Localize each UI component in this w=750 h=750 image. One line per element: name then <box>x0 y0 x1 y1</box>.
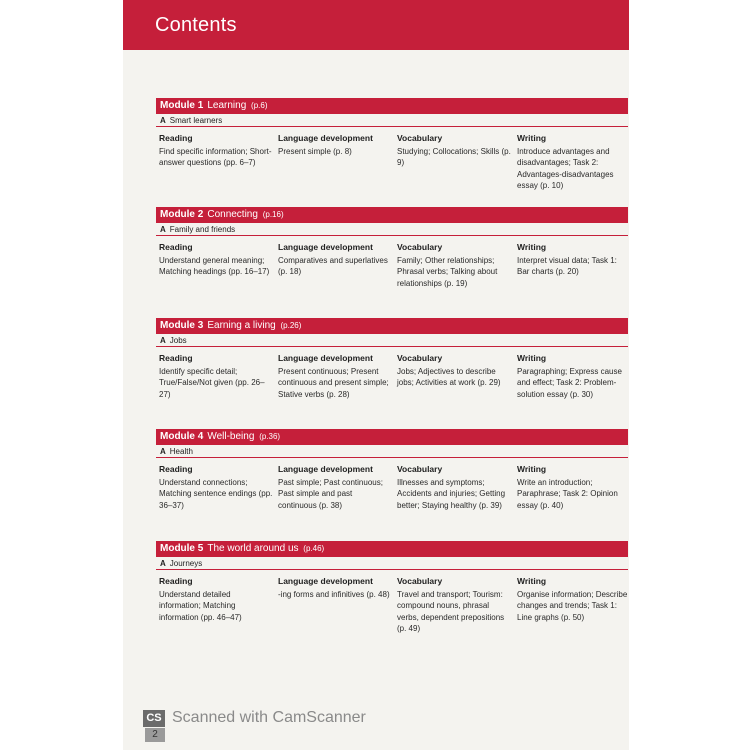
module-5 <box>156 541 628 660</box>
language-column <box>278 242 392 278</box>
vocabulary-heading: Vocabulary <box>397 464 443 474</box>
reading-column <box>159 576 273 623</box>
vocabulary-heading: Vocabulary <box>397 242 443 252</box>
vocabulary-text: Travel and transport; Tourism: compound nouns, phrasal verbs, dependent prepositions (p. 49) <box>397 589 505 633</box>
writing-text: Write an introduction; Paraphrase; Task 2: Opinion essay (p. 40) <box>517 477 618 510</box>
module-page: (p.26) <box>280 321 302 330</box>
unit-name: Jobs <box>169 336 187 345</box>
writing-column <box>517 133 631 192</box>
writing-column <box>517 353 631 400</box>
module-page: (p.46) <box>303 544 325 553</box>
reading-heading: Reading <box>159 464 193 474</box>
unit-name: Family and friends <box>169 225 236 234</box>
language-text: -ing forms and infinitives (p. 48) <box>278 589 390 599</box>
module-3 <box>156 318 628 437</box>
reading-heading: Reading <box>159 133 193 143</box>
unit-name: Health <box>169 447 193 456</box>
module-name: Well-being <box>207 431 255 442</box>
writing-text: Introduce advantages and disadvantages; Task 2: Advantages-disadvantages essay (p. 10) <box>517 146 614 190</box>
reading-text: Understand general meaning; Matching headings (pp. 16–17) <box>159 255 270 276</box>
language-column <box>278 576 392 600</box>
unit-bar <box>156 557 628 570</box>
vocabulary-text: Studying; Collocations; Skills (p. 9) <box>397 146 511 167</box>
writing-column <box>517 576 631 623</box>
page-number: 2 <box>145 728 165 742</box>
language-heading: Language development <box>278 133 373 143</box>
language-heading: Language development <box>278 576 373 586</box>
module-2 <box>156 207 628 326</box>
writing-heading: Writing <box>517 242 547 252</box>
module-number: Module 5 <box>160 543 204 554</box>
reading-column <box>159 353 273 400</box>
module-bar <box>156 98 628 114</box>
reading-text: Find specific information; Short-answer questions (pp. 6–7) <box>159 146 272 167</box>
vocabulary-text: Family; Other relationships; Phrasal verbs; Talking about relationships (p. 19) <box>397 255 498 288</box>
writing-text: Paragraphing; Express cause and effect; Task 2: Problem-solution essay (p. 30) <box>517 366 622 399</box>
reading-text: Understand detailed information; Matching information (pp. 46–47) <box>159 589 242 622</box>
unit-bar <box>156 445 628 458</box>
reading-heading: Reading <box>159 576 193 586</box>
language-text: Comparatives and superlatives (p. 18) <box>278 255 388 276</box>
reading-column <box>159 242 273 278</box>
module-name: Earning a living <box>207 320 276 331</box>
reading-text: Understand connections; Matching sentence endings (pp. 36–37) <box>159 477 273 510</box>
module-name: The world around us <box>207 543 299 554</box>
unit-letter: A <box>160 225 166 234</box>
vocabulary-column <box>397 133 511 169</box>
unit-letter: A <box>160 559 166 568</box>
language-column <box>278 353 392 400</box>
writing-heading: Writing <box>517 464 547 474</box>
module-bar <box>156 207 628 223</box>
language-text: Present continuous; Present continuous and present simple; Stative verbs (p. 28) <box>278 366 389 399</box>
module-bar <box>156 318 628 334</box>
vocabulary-column <box>397 464 511 511</box>
language-column <box>278 133 392 157</box>
unit-name: Journeys <box>169 559 203 568</box>
writing-heading: Writing <box>517 353 547 363</box>
unit-bar <box>156 114 628 127</box>
vocabulary-column <box>397 353 511 389</box>
writing-heading: Writing <box>517 133 547 143</box>
reading-heading: Reading <box>159 353 193 363</box>
module-number: Module 1 <box>160 100 204 111</box>
unit-bar <box>156 334 628 347</box>
language-heading: Language development <box>278 242 373 252</box>
writing-heading: Writing <box>517 576 547 586</box>
unit-name: Smart learners <box>169 116 223 125</box>
module-number: Module 4 <box>160 431 204 442</box>
reading-heading: Reading <box>159 242 193 252</box>
unit-letter: A <box>160 116 166 125</box>
reading-text: Identify specific detail; True/False/Not given (pp. 26–27) <box>159 366 265 399</box>
vocabulary-heading: Vocabulary <box>397 576 443 586</box>
vocabulary-column <box>397 242 511 289</box>
reading-column <box>159 464 273 511</box>
module-bar <box>156 541 628 557</box>
module-page: (p.36) <box>259 432 281 441</box>
module-columns <box>156 458 628 548</box>
reading-column <box>159 133 273 169</box>
language-heading: Language development <box>278 353 373 363</box>
module-4 <box>156 429 628 548</box>
module-columns <box>156 347 628 437</box>
writing-text: Interpret visual data; Task 1: Bar charts (p. 20) <box>517 255 617 276</box>
unit-bar <box>156 223 628 236</box>
unit-letter: A <box>160 336 166 345</box>
module-1 <box>156 98 628 217</box>
module-name: Connecting <box>207 209 258 220</box>
vocabulary-heading: Vocabulary <box>397 133 443 143</box>
language-text: Past simple; Past continuous; Past simple and past continuous (p. 38) <box>278 477 383 510</box>
module-columns <box>156 127 628 217</box>
module-bar <box>156 429 628 445</box>
module-columns <box>156 570 628 660</box>
writing-text: Organise information; Describe changes and trends; Task 1: Line graphs (p. 50) <box>517 589 628 622</box>
module-page: (p.6) <box>251 101 268 110</box>
writing-column <box>517 242 631 278</box>
scanner-watermark: Scanned with CamScanner <box>172 709 366 726</box>
vocabulary-text: Illnesses and symptoms; Accidents and injuries; Getting better; Staying healthy (p. 39) <box>397 477 506 510</box>
language-heading: Language development <box>278 464 373 474</box>
camscanner-logo-icon: CS <box>143 710 165 727</box>
language-column <box>278 464 392 511</box>
vocabulary-column <box>397 576 511 635</box>
module-name: Learning <box>207 100 247 111</box>
language-text: Present simple (p. 8) <box>278 146 352 156</box>
module-columns <box>156 236 628 326</box>
vocabulary-heading: Vocabulary <box>397 353 443 363</box>
vocabulary-text: Jobs; Adjectives to describe jobs; Activities at work (p. 29) <box>397 366 501 387</box>
module-number: Module 3 <box>160 320 204 331</box>
module-number: Module 2 <box>160 209 204 220</box>
writing-column <box>517 464 631 511</box>
page-title: Contents <box>155 14 237 36</box>
module-page: (p.16) <box>262 210 284 219</box>
unit-letter: A <box>160 447 166 456</box>
